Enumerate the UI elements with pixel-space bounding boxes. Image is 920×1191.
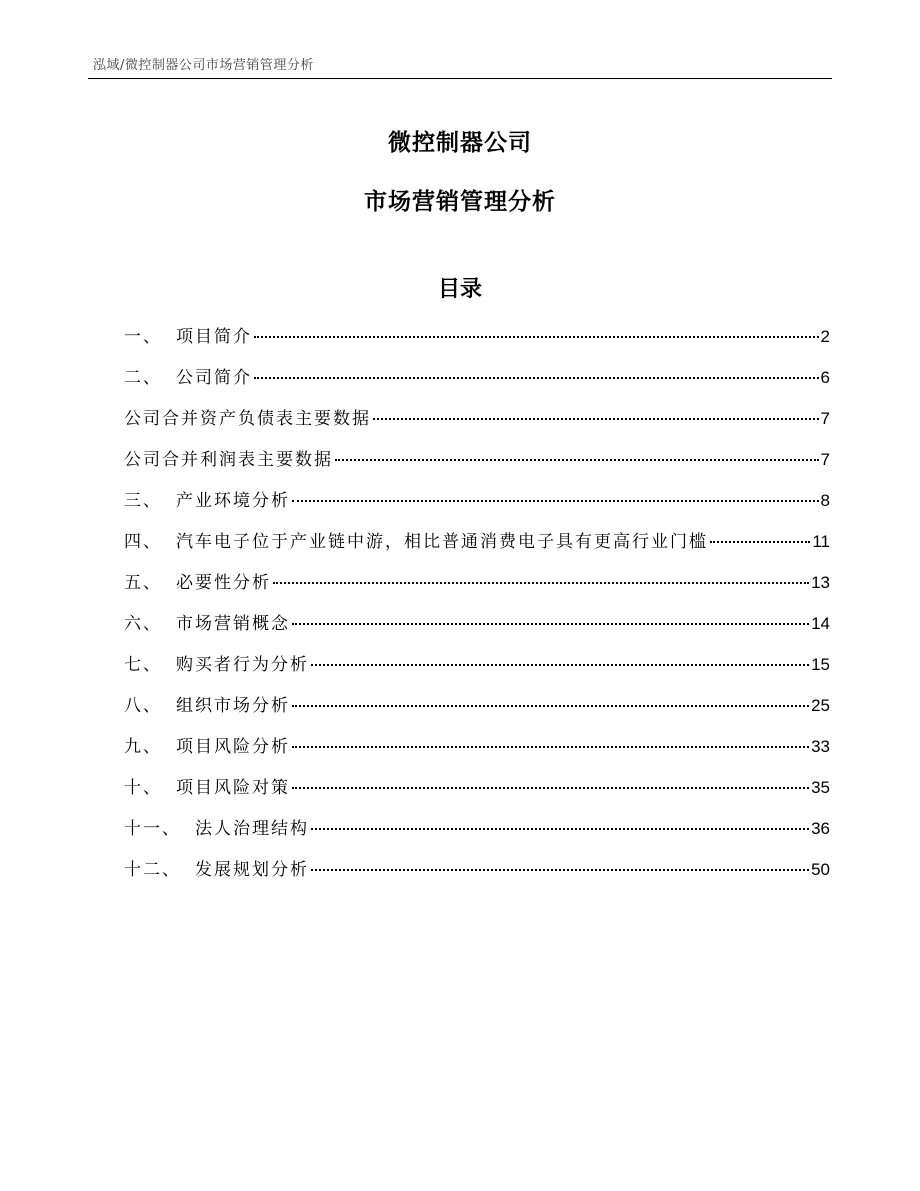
toc-entry-number: 十、: [124, 778, 162, 798]
toc-entry-page: 25: [811, 696, 830, 715]
toc-entry-page: 6: [820, 368, 830, 387]
toc-entry-number: 六、: [124, 614, 162, 634]
toc-entry-label: 项目风险分析: [176, 737, 290, 757]
toc-entry[interactable]: [124, 691, 830, 732]
toc-entry-number: 九、: [124, 737, 162, 757]
toc-dot-leader: [292, 746, 809, 748]
toc-entry-page: 50: [811, 860, 830, 879]
toc-dot-leader: [254, 377, 819, 379]
toc-entry-page: 2: [820, 327, 830, 346]
toc-dot-leader: [292, 500, 819, 502]
toc-entry-page: 8: [820, 491, 830, 510]
toc-dot-leader: [373, 418, 819, 420]
document-subtitle: 市场营销管理分析: [364, 189, 556, 215]
toc-entry-label: 公司合并资产负债表主要数据: [124, 409, 371, 429]
toc-entry-page: 36: [811, 819, 830, 838]
toc-dot-leader: [292, 623, 809, 625]
toc-entry-number: 四、: [124, 532, 162, 552]
toc-entry-number: 三、: [124, 491, 162, 511]
toc-dot-leader: [335, 459, 819, 461]
document-title: 微控制器公司: [388, 130, 532, 156]
toc-entry-label: 购买者行为分析: [176, 655, 309, 675]
toc-entry-number: 十二、: [124, 860, 181, 880]
header-rule: [88, 78, 832, 79]
toc-entry-label: 公司合并利润表主要数据: [124, 450, 333, 470]
toc-dot-leader: [273, 582, 809, 584]
toc-entry-number: 五、: [124, 573, 162, 593]
toc-dot-leader: [311, 664, 809, 666]
toc-entry-label: 产业环境分析: [176, 491, 290, 511]
toc-entry-number: 七、: [124, 655, 162, 675]
toc-entry-number: 一、: [124, 327, 162, 347]
toc-entry[interactable]: [124, 486, 830, 527]
toc-entry-page: 15: [811, 655, 830, 674]
toc-entry-label: 发展规划分析: [195, 860, 309, 880]
toc-entry-label: 法人治理结构: [195, 819, 309, 839]
toc-entry-label: 市场营销概念: [176, 614, 290, 634]
running-header: 泓域/微控制器公司市场营销管理分析: [93, 58, 314, 73]
toc-entry-page: 35: [811, 778, 830, 797]
toc-entry[interactable]: [124, 363, 830, 404]
toc-dot-leader: [292, 787, 809, 789]
toc-heading: 目录: [437, 277, 482, 302]
toc-entry-label: 组织市场分析: [176, 696, 290, 716]
toc-entry-label: 汽车电子位于产业链中游，相比普通消费电子具有更高行业门槛: [176, 532, 708, 552]
toc-dot-leader: [710, 541, 810, 543]
toc-entry[interactable]: [124, 568, 830, 609]
toc-entry[interactable]: [124, 855, 830, 896]
toc-entry[interactable]: [124, 650, 830, 691]
toc-entry-number: 十一、: [124, 819, 181, 839]
toc-entry-page: 13: [811, 573, 830, 592]
toc-entry[interactable]: [124, 814, 830, 855]
toc-entry[interactable]: [124, 773, 830, 814]
toc-entry-label: 项目风险对策: [176, 778, 290, 798]
toc-entry-page: 14: [811, 614, 830, 633]
toc-dot-leader: [292, 705, 809, 707]
toc-entry-label: 必要性分析: [176, 573, 271, 593]
toc-entry-label: 项目简介: [176, 327, 252, 347]
toc-entry[interactable]: [124, 732, 830, 773]
toc-dot-leader: [311, 869, 809, 871]
toc-entry[interactable]: [124, 404, 830, 445]
toc-dot-leader: [311, 828, 809, 830]
toc-entry-page: 33: [811, 737, 830, 756]
toc-entry-number: 二、: [124, 368, 162, 388]
toc-entry-label: 公司简介: [176, 368, 252, 388]
toc-entry[interactable]: [124, 609, 830, 650]
toc-entry-page: 7: [820, 409, 830, 428]
table-of-contents: [124, 322, 830, 896]
toc-entry-number: 八、: [124, 696, 162, 716]
toc-entry-page: 7: [820, 450, 830, 469]
toc-dot-leader: [254, 336, 819, 338]
toc-entry[interactable]: [124, 445, 830, 486]
toc-entry[interactable]: [124, 322, 830, 363]
toc-entry[interactable]: [124, 527, 830, 568]
toc-entry-page: 11: [812, 532, 830, 551]
